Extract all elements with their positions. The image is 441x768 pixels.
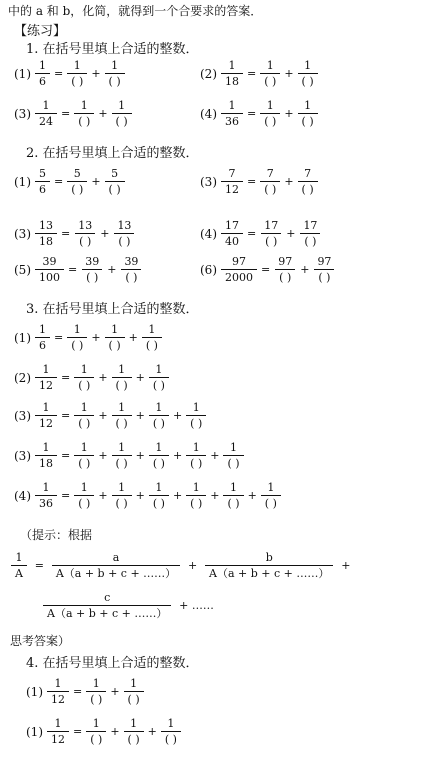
- denominator: ( ): [74, 377, 94, 391]
- plus-sign: +: [98, 489, 108, 502]
- answer-fraction: [74, 100, 94, 127]
- answer-fraction: [86, 678, 106, 705]
- plus-sign: +: [188, 559, 198, 572]
- answer-fraction: [261, 482, 281, 509]
- denominator: A（a + b + c + ……）: [43, 605, 171, 619]
- numerator: 39: [42, 255, 57, 268]
- numerator: 1: [39, 59, 46, 72]
- numerator: 1: [118, 363, 126, 376]
- answer-fraction: [105, 60, 125, 87]
- exercise: [14, 168, 126, 195]
- denominator: 18: [35, 455, 57, 469]
- answer-fraction: [149, 482, 169, 509]
- equals-sign: =: [61, 449, 71, 462]
- exercise: [200, 220, 322, 247]
- numerator: 1: [54, 717, 62, 730]
- numerator: 1: [118, 481, 126, 494]
- numerator: 1: [118, 99, 126, 112]
- exercise-number: (3): [14, 448, 31, 463]
- numerator: b: [265, 551, 273, 564]
- numerator: 5: [73, 167, 81, 180]
- denominator: 6: [35, 337, 50, 351]
- answer-fraction: [274, 256, 296, 283]
- exercise: [14, 324, 163, 351]
- exercise-number: (2): [200, 66, 217, 81]
- numerator: 1: [230, 441, 238, 454]
- hint-term-a: [52, 552, 180, 579]
- numerator: 1: [304, 59, 312, 72]
- given-fraction: [221, 60, 243, 87]
- answer-fraction: [74, 482, 94, 509]
- numerator: 13: [39, 219, 53, 232]
- answer-fraction: [112, 364, 132, 391]
- denominator: 6: [35, 73, 50, 87]
- answer-fraction: [149, 364, 169, 391]
- exercise-number: (3): [14, 408, 31, 423]
- denominator: ( ): [67, 337, 87, 351]
- plus-sign: +: [247, 489, 257, 502]
- answer-fraction: [105, 324, 125, 351]
- equals-sign: =: [247, 107, 257, 120]
- exercise: [26, 718, 182, 745]
- answer-fraction: [223, 442, 243, 469]
- denominator: ( ): [112, 415, 132, 429]
- plus-sign: +: [284, 107, 294, 120]
- answer-fraction: [149, 402, 169, 429]
- numerator: 5: [39, 167, 46, 180]
- denominator: 36: [35, 495, 57, 509]
- denominator: 12: [35, 377, 57, 391]
- exercise: [14, 60, 126, 87]
- answer-fraction: [223, 482, 243, 509]
- plus-sign: +: [172, 409, 183, 422]
- answer-fraction: [260, 100, 280, 127]
- numerator: a: [112, 551, 120, 564]
- exercise: [14, 364, 170, 391]
- exercise: [26, 678, 145, 705]
- plus-sign: +: [135, 449, 145, 462]
- given-fraction: [35, 220, 57, 247]
- numerator: 17: [225, 219, 239, 232]
- plus-sign: +: [128, 331, 138, 344]
- denominator: ( ): [124, 691, 144, 705]
- denominator: ( ): [82, 269, 102, 283]
- equals-sign: =: [247, 175, 257, 188]
- numerator: 97: [278, 255, 293, 268]
- denominator: ( ): [105, 73, 125, 87]
- exercise-number: (3): [200, 174, 217, 189]
- numerator: 1: [130, 717, 138, 730]
- denominator: ( ): [74, 415, 94, 429]
- numerator: 1: [155, 363, 163, 376]
- answer-fraction: [112, 402, 132, 429]
- hint-formula-line-2: [42, 592, 217, 619]
- answer-fraction: [186, 402, 206, 429]
- numerator: 1: [54, 677, 62, 690]
- denominator: ( ): [298, 113, 318, 127]
- numerator: 1: [155, 441, 163, 454]
- answer-fraction: [186, 442, 206, 469]
- answer-fraction: [74, 364, 94, 391]
- given-fraction: [35, 364, 57, 391]
- exercise-number: (1): [26, 724, 43, 739]
- plus-sign: +: [98, 371, 108, 384]
- denominator: ( ): [149, 495, 169, 509]
- denominator: ( ): [112, 377, 132, 391]
- denominator: ( ): [114, 233, 134, 247]
- denominator: ( ): [67, 181, 87, 195]
- numerator: 5: [111, 167, 119, 180]
- answer-fraction: [112, 482, 132, 509]
- exercise: [200, 256, 336, 283]
- plus-sign: +: [91, 175, 101, 188]
- denominator: ( ): [260, 113, 280, 127]
- answer-fraction: [113, 220, 135, 247]
- numerator: 1: [73, 59, 81, 72]
- denominator: ( ): [261, 233, 281, 247]
- numerator: 1: [42, 99, 50, 112]
- exercise-number: (4): [200, 106, 217, 121]
- numerator: 1: [80, 99, 88, 112]
- denominator: ( ): [298, 181, 318, 195]
- given-fraction: [221, 256, 257, 283]
- numerator: 1: [73, 323, 81, 336]
- numerator: 1: [80, 441, 88, 454]
- answer-fraction: [81, 256, 103, 283]
- denominator: ( ): [124, 731, 144, 745]
- denominator: ( ): [314, 269, 334, 283]
- numerator: 1: [230, 481, 238, 494]
- numerator: 1: [228, 59, 236, 72]
- numerator: 1: [155, 401, 163, 414]
- denominator: 24: [35, 113, 57, 127]
- exercise: [14, 220, 136, 247]
- numerator: 1: [111, 323, 119, 336]
- exercise-number: (4): [14, 488, 31, 503]
- exercise-number: (2): [14, 370, 31, 385]
- numerator: 1: [192, 401, 200, 414]
- answer-fraction: [105, 168, 125, 195]
- section-2-title: 2. 在括号里填上合适的整数．: [26, 146, 199, 161]
- exercise: [14, 402, 207, 429]
- hint-term-c: [43, 592, 171, 619]
- numerator: c: [104, 591, 111, 604]
- denominator: ( ): [74, 455, 94, 469]
- plus-sign: +: [107, 263, 117, 276]
- exercise: [14, 256, 143, 283]
- practice-label: 【练习】: [14, 24, 67, 39]
- plus-sign: +: [284, 175, 294, 188]
- given-fraction: [35, 60, 50, 87]
- numerator: 7: [228, 167, 236, 180]
- numerator: 17: [303, 219, 318, 232]
- given-fraction: [221, 100, 243, 127]
- hint-lhs-fraction: [11, 552, 27, 579]
- equals-sign: =: [68, 263, 78, 276]
- given-fraction: [35, 402, 57, 429]
- answer-fraction: [74, 402, 94, 429]
- equals-sign: =: [61, 409, 71, 422]
- numerator: 1: [42, 441, 50, 454]
- denominator: ( ): [223, 495, 243, 509]
- numerator: 17: [264, 219, 279, 232]
- answer-fraction: [120, 256, 142, 283]
- equals-sign: =: [73, 685, 83, 698]
- numerator: 1: [266, 59, 274, 72]
- denominator: 36: [221, 113, 243, 127]
- numerator: 1: [267, 481, 275, 494]
- numerator: 1: [304, 99, 312, 112]
- plus-sign: +: [286, 227, 296, 240]
- equals-sign: =: [247, 227, 257, 240]
- numerator: 39: [85, 255, 100, 268]
- exercise: [200, 168, 319, 195]
- hint-term-b: [205, 552, 333, 579]
- equals-sign: =: [34, 559, 44, 572]
- answer-fraction: [112, 100, 132, 127]
- answer-fraction: [74, 442, 94, 469]
- denominator: ( ): [161, 731, 181, 745]
- answer-fraction: [161, 718, 181, 745]
- numerator: 97: [232, 255, 246, 268]
- numerator: 13: [117, 219, 132, 232]
- numerator: 1: [42, 481, 50, 494]
- plus-sign: +: [110, 685, 120, 698]
- denominator: ( ): [67, 73, 87, 87]
- denominator: ( ): [74, 495, 94, 509]
- numerator: 7: [304, 167, 312, 180]
- hint-label: （提示：根据: [20, 528, 93, 542]
- given-fraction: [35, 256, 64, 283]
- numerator: 1: [155, 481, 163, 494]
- answer-fraction: [124, 718, 144, 745]
- answer-fraction: [67, 324, 87, 351]
- denominator: ( ): [186, 415, 206, 429]
- exercise-number: (5): [14, 262, 31, 277]
- exercise: [14, 442, 245, 469]
- equals-sign: =: [61, 227, 71, 240]
- plus-sign: +: [135, 409, 145, 422]
- exercise-number: (1): [26, 684, 43, 699]
- denominator: A（a + b + c + ……）: [205, 565, 333, 579]
- equals-sign: =: [261, 263, 271, 276]
- plus-sign: +: [98, 107, 108, 120]
- plus-sign: +: [91, 331, 101, 344]
- given-fraction: [35, 482, 57, 509]
- equals-sign: =: [73, 725, 83, 738]
- denominator: ( ): [74, 113, 94, 127]
- denominator: 18: [221, 73, 243, 87]
- denominator: ( ): [112, 495, 132, 509]
- exercise-number: (4): [200, 226, 217, 241]
- ellipsis-tail: + ……: [179, 599, 214, 612]
- equals-sign: =: [54, 175, 64, 188]
- numerator: 1: [148, 323, 156, 336]
- numerator: 1: [228, 99, 236, 112]
- numerator: 1: [80, 401, 88, 414]
- exercise-number: (6): [200, 262, 217, 277]
- answer-note: 思考答案）: [10, 634, 71, 648]
- answer-fraction: [149, 442, 169, 469]
- answer-fraction: [313, 256, 335, 283]
- plus-sign: +: [98, 449, 108, 462]
- section-4-title: 4. 在括号里填上合适的整数．: [26, 656, 199, 671]
- plus-sign: +: [100, 227, 110, 240]
- given-fraction: [47, 718, 69, 745]
- plus-sign: +: [110, 725, 120, 738]
- exercise: [14, 482, 282, 509]
- given-fraction: [35, 168, 50, 195]
- exercise-number: (1): [14, 330, 31, 345]
- answer-fraction: [74, 220, 96, 247]
- numerator: 1: [130, 677, 138, 690]
- denominator: ( ): [112, 455, 132, 469]
- answer-fraction: [260, 168, 280, 195]
- denominator: ( ): [149, 377, 169, 391]
- denominator: ( ): [142, 337, 162, 351]
- exercise: [200, 100, 319, 127]
- answer-fraction: [298, 168, 318, 195]
- given-fraction: [35, 100, 57, 127]
- numerator: 1: [92, 677, 100, 690]
- numerator: 13: [78, 219, 93, 232]
- denominator: 40: [221, 233, 243, 247]
- plus-sign: +: [341, 559, 351, 572]
- denominator: ( ): [149, 415, 169, 429]
- exercise: [200, 60, 319, 87]
- numerator: 1: [167, 717, 175, 730]
- denominator: 12: [221, 181, 243, 195]
- answer-fraction: [260, 220, 282, 247]
- exercise: [14, 100, 133, 127]
- denominator: ( ): [75, 233, 95, 247]
- exercise-number: (1): [14, 174, 31, 189]
- denominator: ( ): [275, 269, 295, 283]
- plus-sign: +: [210, 489, 220, 502]
- plus-sign: +: [91, 67, 101, 80]
- section-1-title: 1. 在括号里填上合适的整数．: [26, 42, 199, 57]
- intro-text: 中的 a 和 b，化简，就得到一个合要求的答案．: [8, 4, 263, 18]
- numerator: 1: [118, 441, 126, 454]
- given-fraction: [47, 678, 69, 705]
- given-fraction: [221, 220, 243, 247]
- denominator: ( ): [186, 495, 206, 509]
- denominator: 100: [35, 269, 64, 283]
- exercise-number: (1): [14, 66, 31, 81]
- denominator: ( ): [112, 113, 132, 127]
- denominator: 6: [35, 181, 50, 195]
- equals-sign: =: [61, 371, 71, 384]
- denominator: ( ): [186, 455, 206, 469]
- plus-sign: +: [284, 67, 294, 80]
- plus-sign: +: [98, 409, 108, 422]
- section-3-title: 3. 在括号里填上合适的整数．: [26, 302, 199, 317]
- numerator: 1: [42, 363, 50, 376]
- answer-fraction: [298, 60, 318, 87]
- denominator: ( ): [86, 691, 106, 705]
- answer-fraction: [142, 324, 162, 351]
- denominator: 12: [35, 415, 57, 429]
- equals-sign: =: [54, 67, 64, 80]
- numerator: 1: [192, 481, 200, 494]
- given-fraction: [35, 442, 57, 469]
- numerator: 1: [80, 363, 88, 376]
- plus-sign: +: [172, 489, 183, 502]
- numerator: 1: [39, 323, 46, 336]
- denominator: ( ): [105, 337, 125, 351]
- denominator: ( ): [149, 455, 169, 469]
- denominator: ( ): [298, 73, 318, 87]
- numerator: 97: [317, 255, 332, 268]
- numerator: 7: [266, 167, 274, 180]
- denominator: 18: [35, 233, 57, 247]
- exercise-number: (3): [14, 106, 31, 121]
- numerator: 1: [192, 441, 200, 454]
- denominator: ( ): [223, 455, 243, 469]
- plus-sign: +: [135, 371, 145, 384]
- numerator: 1: [118, 401, 126, 414]
- denominator: ( ): [260, 181, 280, 195]
- answer-fraction: [67, 60, 87, 87]
- plus-sign: +: [210, 449, 220, 462]
- denominator: ( ): [300, 233, 320, 247]
- numerator: 1: [266, 99, 274, 112]
- plus-sign: +: [147, 725, 157, 738]
- given-fraction: [35, 324, 50, 351]
- denominator: 2000: [221, 269, 257, 283]
- numerator: 1: [42, 401, 50, 414]
- answer-fraction: [186, 482, 206, 509]
- answer-fraction: [298, 100, 318, 127]
- denominator: A: [11, 565, 27, 579]
- answer-fraction: [86, 718, 106, 745]
- plus-sign: +: [300, 263, 310, 276]
- answer-fraction: [124, 678, 144, 705]
- denominator: A（a + b + c + ……）: [52, 565, 180, 579]
- denominator: ( ): [86, 731, 106, 745]
- answer-fraction: [112, 442, 132, 469]
- equals-sign: =: [61, 107, 71, 120]
- numerator: 1: [80, 481, 88, 494]
- equals-sign: =: [61, 489, 71, 502]
- given-fraction: [221, 168, 243, 195]
- exercise-number: (3): [14, 226, 31, 241]
- denominator: 12: [47, 731, 69, 745]
- numerator: 1: [111, 59, 119, 72]
- numerator: 39: [124, 255, 139, 268]
- answer-fraction: [299, 220, 321, 247]
- denominator: ( ): [260, 73, 280, 87]
- denominator: ( ): [261, 495, 281, 509]
- numerator: 1: [15, 551, 23, 564]
- answer-fraction: [67, 168, 87, 195]
- denominator: ( ): [121, 269, 141, 283]
- numerator: 1: [92, 717, 100, 730]
- answer-fraction: [260, 60, 280, 87]
- hint-formula-line-1: [10, 552, 353, 579]
- denominator: ( ): [105, 181, 125, 195]
- denominator: 12: [47, 691, 69, 705]
- equals-sign: =: [247, 67, 257, 80]
- plus-sign: +: [135, 489, 145, 502]
- equals-sign: =: [54, 331, 64, 344]
- plus-sign: +: [172, 449, 183, 462]
